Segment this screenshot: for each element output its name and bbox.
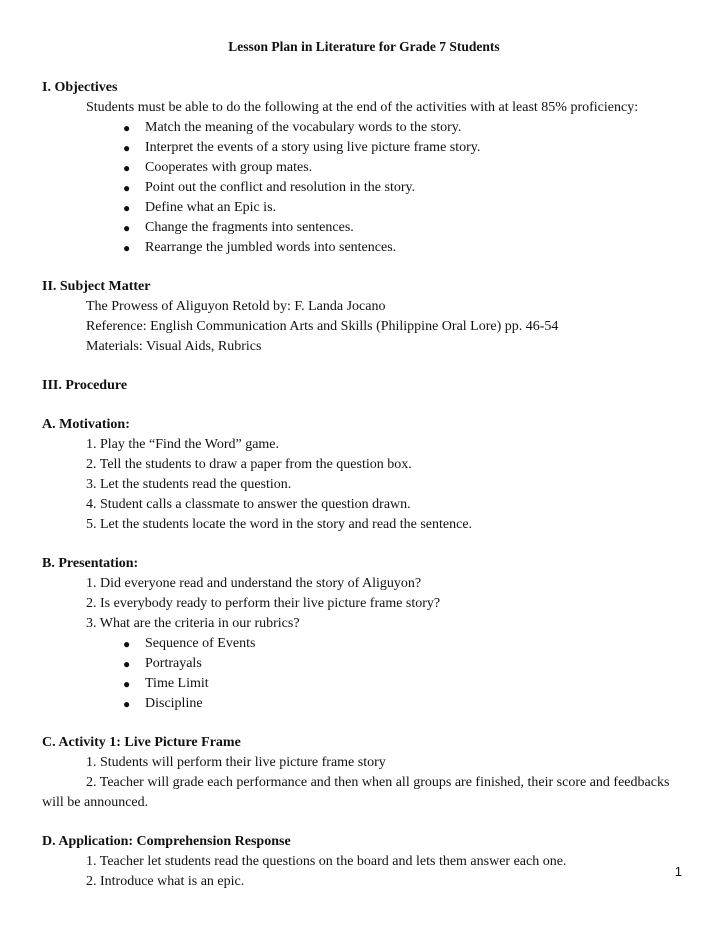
list-item: ● Interpret the events of a story using live picture frame story. [123,138,687,158]
bullet-icon: ● [123,637,131,651]
objectives-intro: Students must be able to do the following at the end of the activities with at least 85% proficiency: [86,100,639,115]
spacer [42,714,687,733]
bullet-icon: ● [123,121,131,135]
spacer [42,813,687,832]
page-number: 1 [674,864,682,879]
list-item: 2. Is everybody ready to perform their live picture frame story? [86,596,441,611]
list-item: ● Define what an Epic is. [123,198,687,218]
procedure-heading: III. Procedure [42,378,128,393]
bullet-icon: ● [123,221,131,235]
list-item: ● Portrayals [123,654,687,674]
list-item: 4. Student calls a classmate to answer the question drawn. [86,497,411,512]
activity-heading: C. Activity 1: Live Picture Frame [42,735,241,750]
bullet-icon: ● [123,181,131,195]
list-item: 2. Introduce what is an epic. [86,874,245,889]
subject-matter-title-line: The Prowess of Aliguyon Retold by: F. Landa Jocano [86,299,386,314]
bullet-icon: ● [123,697,131,711]
spacer [42,258,687,277]
list-item: 1. Did everyone read and understand the story of Aliguyon? [86,576,422,591]
objectives-list [42,118,687,258]
criteria-list [42,634,687,714]
application-heading: D. Application: Comprehension Response [42,834,291,849]
list-item: ● Sequence of Events [123,634,687,654]
page-title: Lesson Plan in Literature for Grade 7 Students [228,39,500,54]
presentation-heading: B. Presentation: [42,556,139,571]
spacer [42,396,687,415]
list-item: 1. Students will perform their live picture frame story [86,755,386,770]
list-item: 3. Let the students read the question. [86,477,292,492]
subject-matter-reference-line: Reference: English Communication Arts and Skills (Philippine Oral Lore) pp. 46-54 [86,319,559,334]
list-item: 2. Teacher will grade each performance and then when all groups are finished, their score and feedbacks will be announced. [42,775,670,810]
list-item: ● Point out the conflict and resolution in the story. [123,178,687,198]
list-item: 2. Tell the students to draw a paper from the question box. [86,457,412,472]
list-item: 1. Play the “Find the Word” game. [86,437,280,452]
list-item: ● Time Limit [123,674,687,694]
list-item: 3. What are the criteria in our rubrics? [86,616,300,631]
list-item: ● Cooperates with group mates. [123,158,687,178]
spacer [42,357,687,376]
list-item: 1. Teacher let students read the questions on the board and lets them answer each one. [86,854,567,869]
spacer [42,535,687,554]
list-item: ● Rearrange the jumbled words into sentences. [123,238,687,258]
bullet-icon: ● [123,161,131,175]
bullet-icon: ● [123,241,131,255]
list-item: ● Match the meaning of the vocabulary words to the story. [123,118,687,138]
list-item: ● Discipline [123,694,687,714]
subject-matter-heading: II. Subject Matter [42,279,151,294]
document-body [42,78,687,892]
motivation-heading: A. Motivation: [42,417,130,432]
bullet-icon: ● [123,201,131,215]
bullet-icon: ● [123,141,131,155]
bullet-icon: ● [123,657,131,671]
objectives-heading: I. Objectives [42,80,118,95]
bullet-icon: ● [123,677,131,691]
subject-matter-materials-line: Materials: Visual Aids, Rubrics [86,339,262,354]
list-item: 5. Let the students locate the word in the story and read the sentence. [86,517,473,532]
list-item: ● Change the fragments into sentences. [123,218,687,238]
